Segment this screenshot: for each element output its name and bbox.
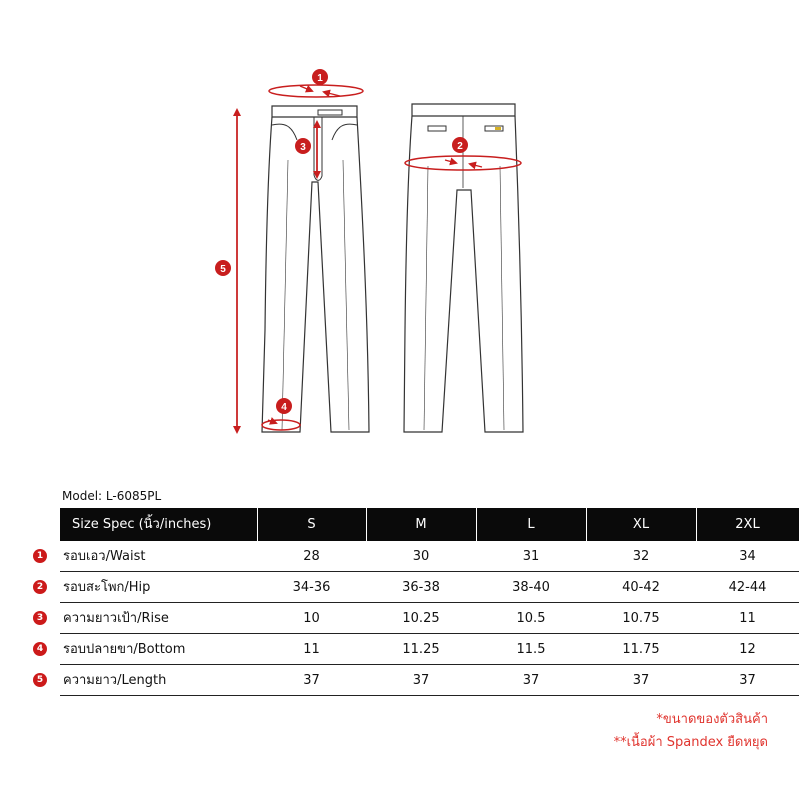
row-label: รอบเอว/Waist — [63, 549, 146, 564]
table-cell: 37 — [522, 673, 540, 688]
table-cell: 37 — [412, 673, 430, 688]
pants-front-icon — [262, 106, 369, 432]
bottom-measure-icon — [262, 398, 300, 430]
header-size-s: S — [307, 517, 316, 532]
table-cell: 40-42 — [622, 580, 660, 595]
row-label: ความยาว/Length — [63, 673, 167, 688]
table-cell: 37 — [632, 673, 650, 688]
table-cell: 12 — [739, 642, 756, 657]
table-row — [33, 665, 772, 696]
marker-badge: 3 — [33, 611, 47, 625]
table-cell: 11 — [739, 611, 756, 626]
row-label: รอบปลายขา/Bottom — [63, 642, 186, 657]
table-cell: 37 — [303, 673, 320, 688]
table-cell: 31 — [522, 549, 540, 564]
size-note: *ขนาดของตัวสินค้า — [656, 712, 768, 727]
table-cell: 34-36 — [292, 580, 331, 595]
table-row — [33, 541, 772, 572]
table-cell: 10.75 — [622, 611, 660, 626]
marker-badge: 2 — [33, 580, 47, 594]
table-cell: 10.25 — [402, 611, 440, 626]
marker-badge: 4 — [33, 642, 47, 656]
model-label: Model: L-6085PL — [62, 489, 162, 503]
table-cell: 11.25 — [402, 642, 440, 657]
table-cell: 11.5 — [516, 642, 546, 657]
table-cell: 42-44 — [728, 580, 767, 595]
svg-text:2: 2 — [457, 141, 463, 152]
length-measure-icon — [215, 110, 237, 432]
header-size-m: M — [415, 517, 427, 532]
table-cell: 10.5 — [516, 611, 546, 626]
header-size-l: L — [527, 517, 535, 532]
table-cell: 36-38 — [402, 580, 440, 595]
table-cell: 28 — [303, 549, 320, 564]
table-cell: 34 — [739, 549, 756, 564]
table-cell: 37 — [739, 673, 756, 688]
fabric-note: **เนื้อผ้า Spandex ยืดหยุด — [613, 735, 768, 750]
table-row — [33, 634, 772, 665]
table-cell: 38-40 — [512, 580, 550, 595]
table-row — [33, 603, 772, 634]
row-label: รอบสะโพก/Hip — [63, 580, 151, 595]
header-size-spec: Size Spec (นิ้ว/inches) — [72, 517, 212, 532]
header-size-xl: XL — [632, 517, 650, 532]
svg-text:1: 1 — [317, 73, 323, 84]
row-label: ความยาวเป้า/Rise — [63, 611, 169, 626]
table-header — [60, 508, 799, 541]
svg-text:5: 5 — [220, 264, 226, 275]
table-cell: 10 — [303, 611, 320, 626]
marker-badge: 5 — [33, 673, 47, 687]
table-cell: 30 — [412, 549, 430, 564]
svg-text:3: 3 — [300, 142, 306, 153]
table-cell: 11 — [303, 642, 320, 657]
table-cell: 11.75 — [622, 642, 660, 657]
marker-badge: 1 — [33, 549, 47, 563]
svg-text:4: 4 — [281, 402, 287, 413]
waist-measure-icon — [269, 69, 363, 97]
pants-back-icon — [404, 104, 523, 432]
header-size-2xl: 2XL — [735, 517, 760, 532]
table-row — [33, 572, 772, 603]
table-cell: 32 — [632, 549, 650, 564]
